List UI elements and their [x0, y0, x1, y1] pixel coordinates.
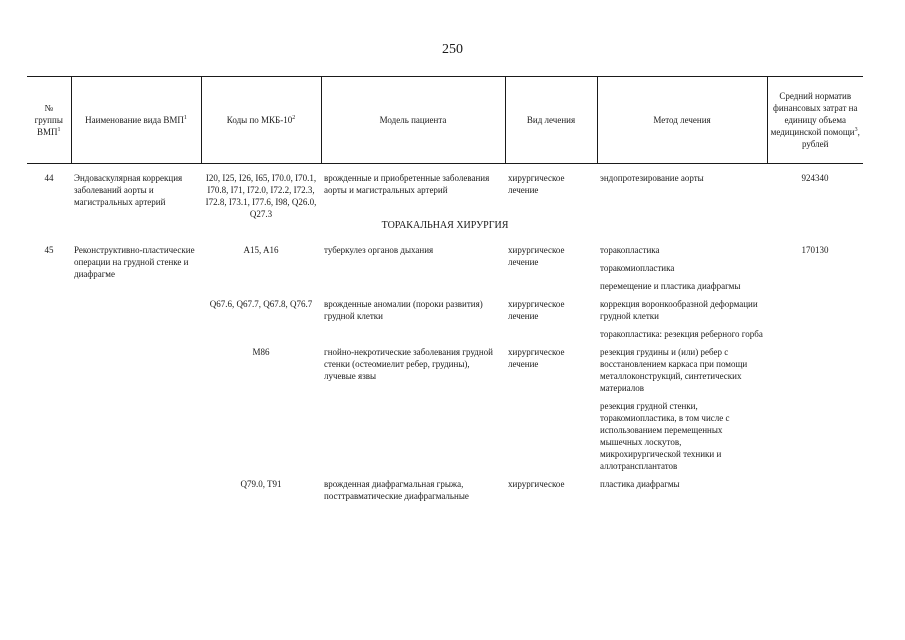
- header-treatment: Вид лечения: [505, 77, 597, 164]
- page-number: 250: [442, 42, 463, 57]
- row44-cost: 924340: [801, 173, 829, 183]
- method-item: коррекция воронкообразной деформации грудной клетки: [600, 299, 758, 321]
- row44-treatment: хирургическое лечение: [508, 173, 565, 195]
- row44-name: Эндоваскулярная коррекция заболеваний аорты и магистральных артерий: [74, 173, 183, 207]
- table-header-row: [27, 77, 863, 164]
- header-cost: Средний норматив финансовых затрат на единицу объема медицинской помощи$^3$, рублей: [767, 77, 863, 164]
- row44-method: эндопротезирование аорты: [600, 173, 704, 183]
- row45-treatment-d: хирургическое: [508, 479, 565, 489]
- row45-methods-c: [597, 346, 767, 478]
- method-item: резекция грудины и (или) ребер с восстановлением каркаса при помощи металлоконструкций, синтетических материалов: [600, 347, 748, 393]
- method-item: торакопластика: резекция реберного горба: [600, 329, 763, 339]
- row45-methods-d: [597, 478, 767, 502]
- row44-codes: I20, I25, I26, I65, I70.0, I70.1, I70.8, I71, I72.0, I72.2, I72.3, I72.8, I73.1, I77.6, I98, Q26.0, Q27.3: [205, 173, 317, 219]
- row45-model-a: туберкулез органов дыхания: [324, 245, 434, 255]
- row45-treatment-a: хирургическое лечение: [508, 245, 565, 267]
- row44-model: врожденные и приобретенные заболевания аорты и магистральных артерий: [324, 173, 490, 195]
- row45-model-b: врожденные аномалии (пороки развития) грудной клетки: [324, 299, 483, 321]
- row45-codes-d: Q79.0, T91: [240, 479, 282, 489]
- row44-group: 44: [44, 173, 54, 183]
- section-title: ТОРАКАЛЬНАЯ ХИРУРГИЯ: [381, 220, 509, 231]
- row45-cost: 170130: [801, 245, 829, 255]
- row45-name: Реконструктивно-пластические операции на грудной стенке и диафрагме: [74, 245, 195, 279]
- row45-treatment-c: хирургическое лечение: [508, 347, 565, 369]
- row45-model-d: врожденная диафрагмальная грыжа, посттравматические диафрагмальные: [324, 479, 469, 501]
- header-codes: Коды по МКБ-$10^2$: [201, 77, 321, 164]
- method-item: торакомиопластика: [600, 263, 675, 273]
- method-item: торакопластика: [600, 245, 660, 255]
- row45-model-c: гнойно-некротические заболевания грудной стенки (остеомиелит ребер, грудины), лучевые язвы: [324, 347, 493, 381]
- row45-codes-b: Q67.6, Q67.7, Q67.8, Q76.7: [209, 299, 313, 309]
- header-model: Модель пациента: [321, 77, 505, 164]
- header-group: № группы ВМП$^1$: [27, 77, 71, 164]
- table-row-45-a: [27, 244, 863, 298]
- header-name: Наименование вида ВМП$^1$: [71, 77, 201, 164]
- section-row: [27, 220, 863, 244]
- table-row-44: [27, 172, 863, 220]
- header-method: Метод лечения: [597, 77, 767, 164]
- row45-treatment-b: хирургическое лечение: [508, 299, 565, 321]
- row45-codes-a: A15, A16: [243, 245, 279, 255]
- vmp-table: [27, 76, 863, 502]
- row45-group: 45: [44, 245, 54, 255]
- row45-methods-b: [597, 298, 767, 346]
- row45-methods-a: [597, 244, 767, 298]
- row45-codes-c: M86: [252, 347, 270, 357]
- method-item: пластика диафрагмы: [600, 479, 680, 489]
- method-item: перемещение и пластика диафрагмы: [600, 281, 741, 291]
- method-item: резекция грудной стенки, торакомиопластика, в том числе с использованием перемещенных мышечных лоскутов, микрохирургической техники и аллотрансплантатов: [600, 401, 730, 471]
